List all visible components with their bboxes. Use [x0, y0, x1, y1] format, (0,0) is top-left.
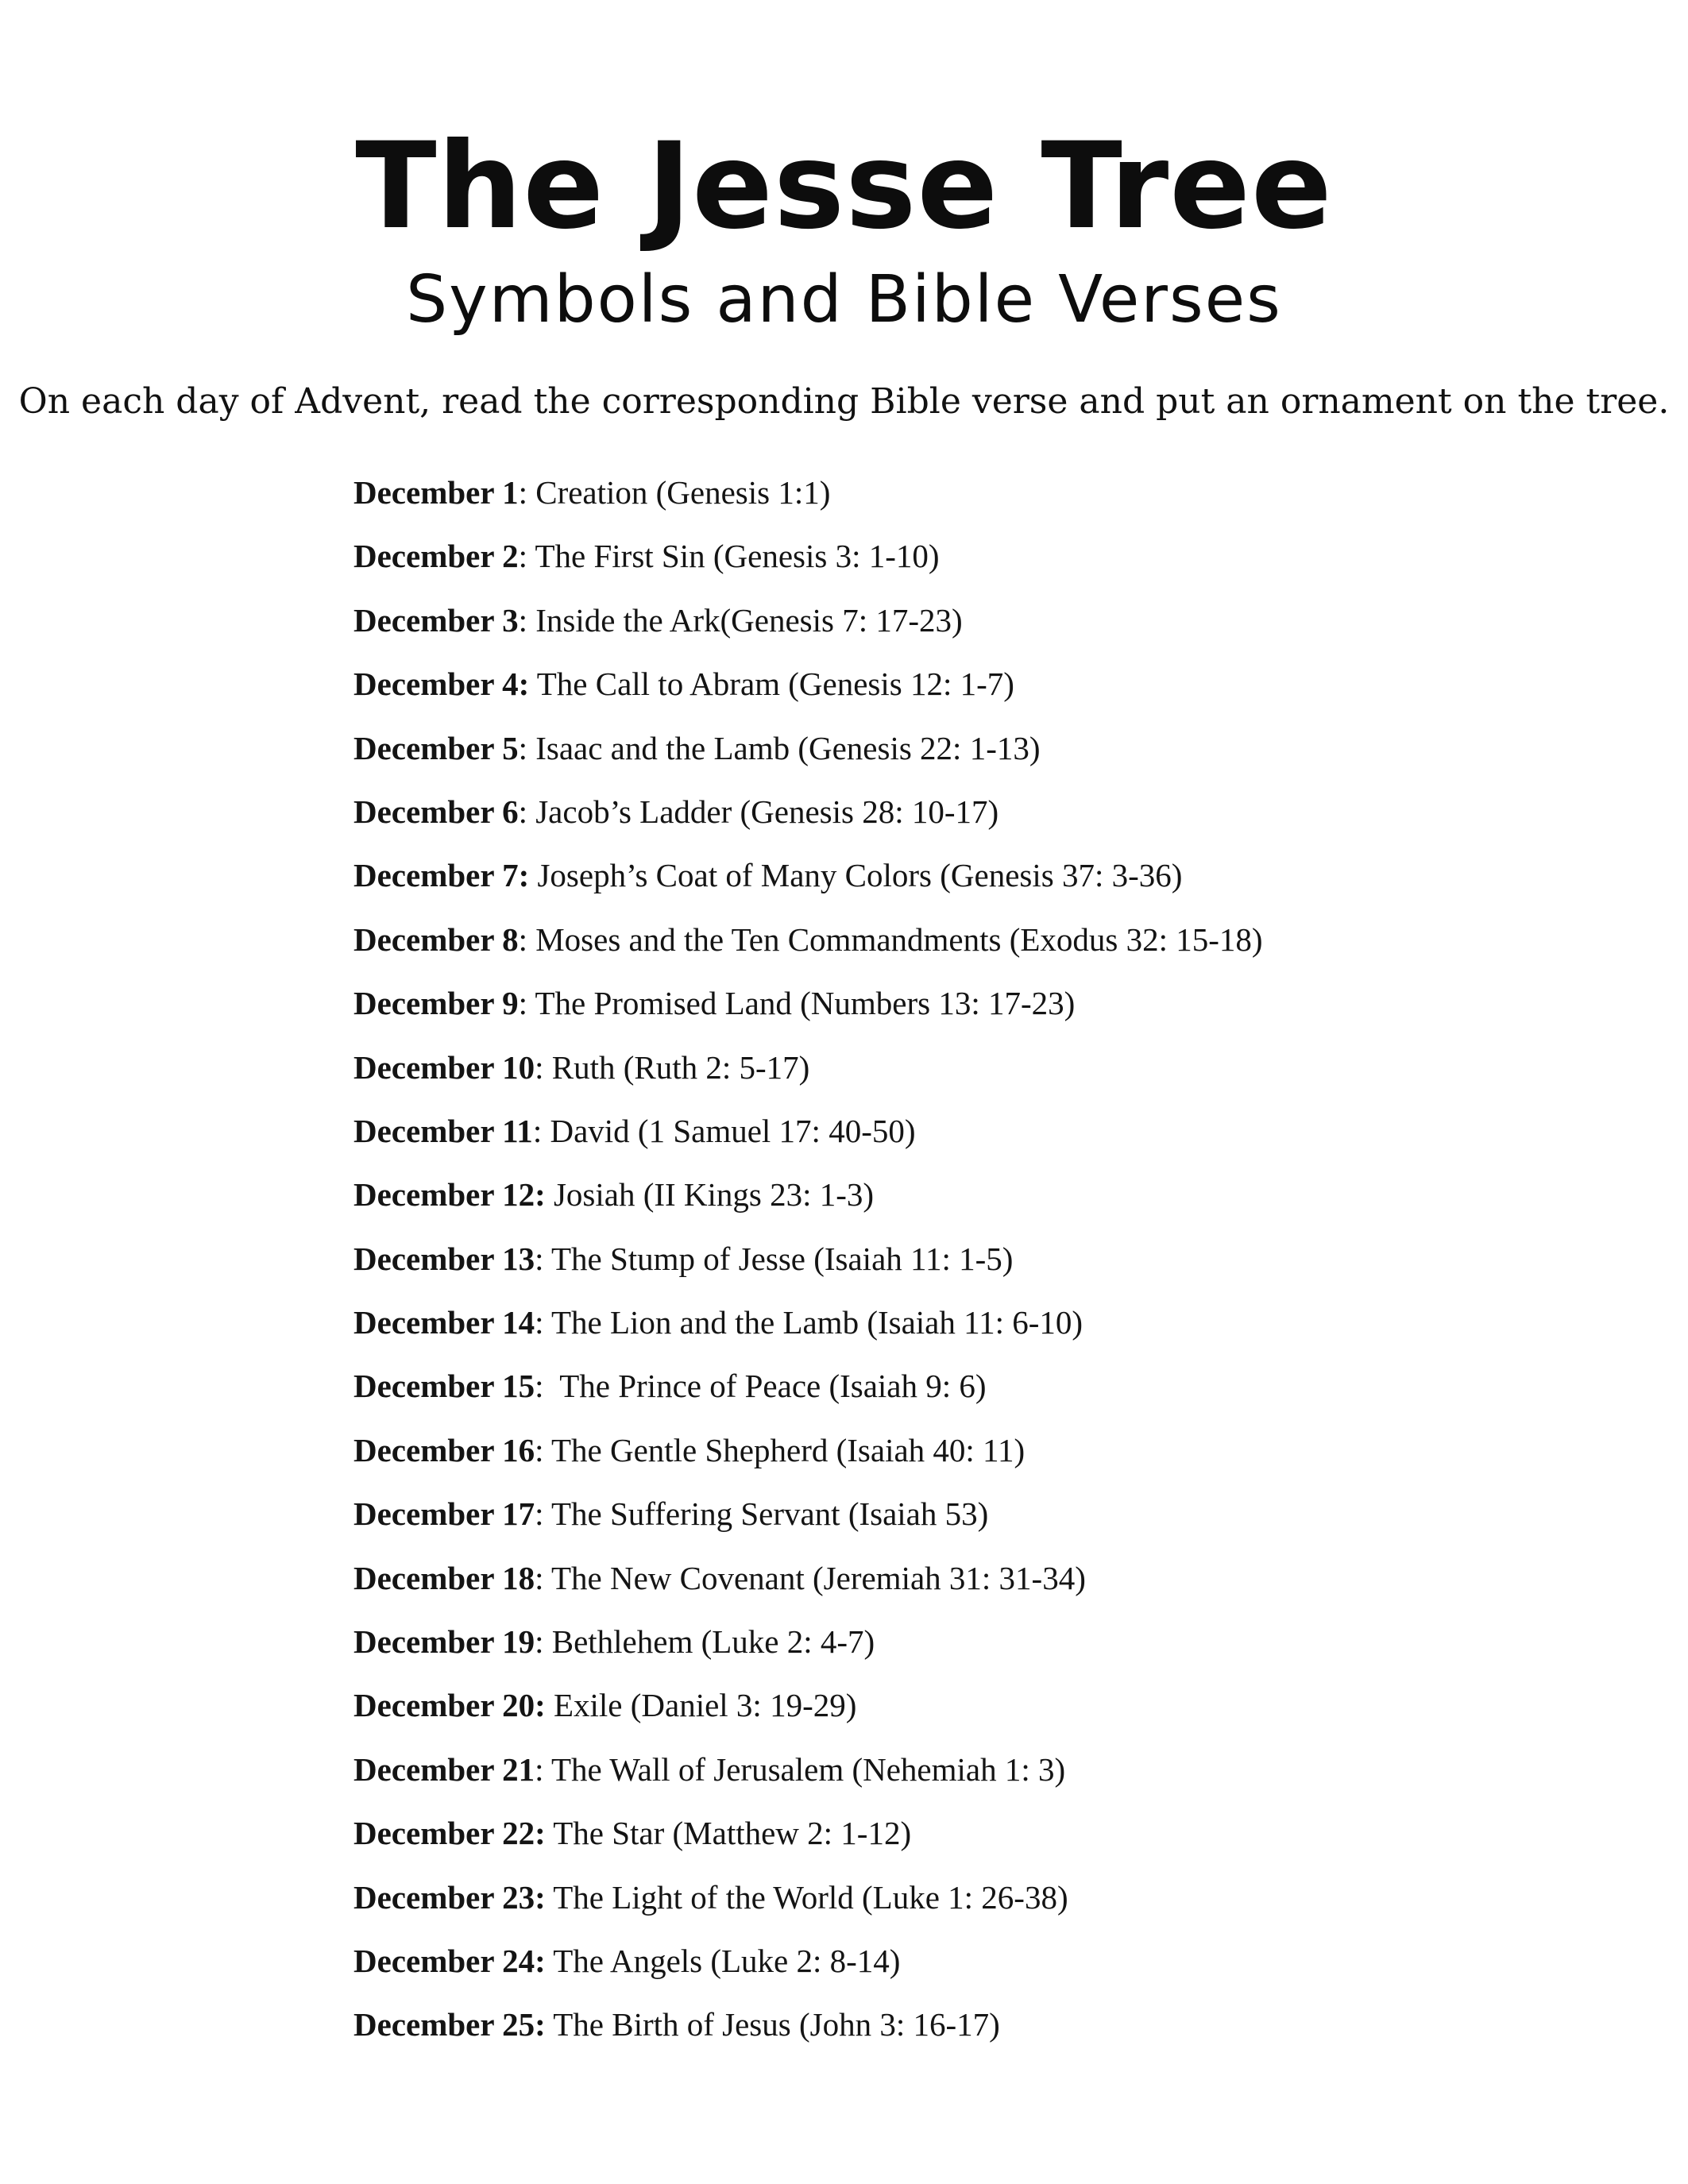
entry-description: The Light of the World (Luke 1: 26-38)	[545, 1878, 1068, 1916]
list-item	[353, 1171, 1624, 1234]
entry-date: December 21	[353, 1750, 535, 1788]
list-item	[353, 1426, 1624, 1490]
entry-description: Moses and the Ten Commandments (Exodus 32: 15-18)	[527, 920, 1263, 958]
entry-date: December 10	[353, 1048, 535, 1086]
entry-description: Ruth (Ruth 2: 5-17)	[543, 1048, 810, 1086]
entry-separator: :	[535, 1559, 544, 1596]
list-item	[353, 469, 1624, 532]
entry-separator: :	[535, 1304, 544, 1341]
entry-date: December 7:	[353, 857, 530, 894]
intro-text: On each day of Advent, read the corresponding Bible verse and put an ornament on the tree.	[18, 381, 1670, 422]
entry-description: The Prince of Peace (Isaiah 9: 6)	[543, 1368, 987, 1405]
list-item	[353, 1746, 1624, 1809]
entry-description: The Star (Matthew 2: 1-12)	[545, 1815, 912, 1852]
entry-description: The New Covenant (Jeremiah 31: 31-34)	[543, 1559, 1086, 1596]
list-item	[353, 1107, 1624, 1171]
advent-schedule-list	[353, 469, 1624, 2065]
entry-description: The Wall of Jerusalem (Nehemiah 1: 3)	[543, 1750, 1066, 1788]
entry-separator: :	[535, 1240, 544, 1277]
entry-description: Exile (Daniel 3: 19-29)	[545, 1687, 857, 1724]
entry-date: December 5	[353, 729, 519, 766]
entry-separator: :	[518, 474, 527, 511]
entry-date: December 20:	[353, 1687, 546, 1724]
entry-description: The Lion and the Lamb (Isaiah 11: 6-10)	[543, 1304, 1083, 1341]
entry-separator: :	[535, 1623, 544, 1661]
entry-date: December 18	[353, 1559, 535, 1596]
entry-date: December 9	[353, 985, 519, 1022]
entry-description: David (1 Samuel 17: 40-50)	[542, 1112, 916, 1149]
entry-description: The Promised Land (Numbers 13: 17-23)	[527, 985, 1076, 1022]
list-item	[353, 1809, 1624, 1873]
entry-description: The First Sin (Genesis 3: 1-10)	[527, 538, 940, 575]
entry-date: December 16	[353, 1431, 535, 1468]
list-item	[353, 1681, 1624, 1745]
entry-description: Creation (Genesis 1:1)	[527, 474, 831, 511]
entry-date: December 12:	[353, 1176, 546, 1214]
entry-description: The Stump of Jesse (Isaiah 11: 1-5)	[543, 1240, 1014, 1277]
list-item	[353, 596, 1624, 660]
entry-description: Joseph’s Coat of Many Colors (Genesis 37: 3-36)	[529, 857, 1183, 894]
entry-description: The Suffering Servant (Isaiah 53)	[543, 1495, 989, 1533]
entry-date: December 24:	[353, 1942, 546, 1979]
entry-separator: :	[518, 793, 527, 830]
entry-description: Josiah (II Kings 23: 1-3)	[545, 1176, 875, 1214]
list-item	[353, 851, 1624, 915]
entry-separator: :	[535, 1750, 544, 1788]
entry-separator: :	[518, 601, 527, 639]
entry-date: December 22:	[353, 1815, 546, 1852]
entry-date: December 3	[353, 601, 519, 639]
entry-date: December 23:	[353, 1878, 546, 1916]
entry-date: December 4:	[353, 666, 530, 703]
list-item	[353, 1873, 1624, 1937]
entry-date: December 14	[353, 1304, 535, 1341]
entry-description: The Gentle Shepherd (Isaiah 40: 11)	[543, 1431, 1026, 1468]
list-item	[353, 1298, 1624, 1362]
list-item	[353, 2001, 1624, 2064]
list-item	[353, 979, 1624, 1043]
entry-date: December 19	[353, 1623, 535, 1661]
entry-separator: :	[535, 1048, 544, 1086]
entry-description: The Birth of Jesus (John 3: 16-17)	[545, 2006, 1000, 2043]
list-item	[353, 724, 1624, 788]
entry-separator: :	[518, 729, 527, 766]
list-item	[353, 660, 1624, 723]
entry-date: December 17	[353, 1495, 535, 1533]
list-item	[353, 1554, 1624, 1618]
entry-separator: :	[518, 538, 527, 575]
entry-date: December 11	[353, 1112, 533, 1149]
entry-description: Inside the Ark(Genesis 7: 17-23)	[527, 601, 963, 639]
list-item	[353, 1362, 1624, 1426]
page-title: The Jesse Tree	[355, 118, 1333, 256]
list-item	[353, 1044, 1624, 1107]
list-item	[353, 1235, 1624, 1298]
entry-date: December 6	[353, 793, 519, 830]
entry-description: The Angels (Luke 2: 8-14)	[545, 1942, 901, 1979]
entry-description: The Call to Abram (Genesis 12: 1-7)	[529, 666, 1014, 703]
entry-date: December 15	[353, 1368, 535, 1405]
entry-description: Bethlehem (Luke 2: 4-7)	[543, 1623, 875, 1661]
list-item	[353, 1618, 1624, 1681]
list-item	[353, 788, 1624, 851]
entry-date: December 8	[353, 920, 519, 958]
entry-separator: :	[535, 1368, 544, 1405]
entry-separator: :	[532, 1112, 543, 1149]
list-item	[353, 916, 1624, 979]
entry-date: December 1	[353, 474, 519, 511]
entry-description: Jacob’s Ladder (Genesis 28: 10-17)	[527, 793, 999, 830]
entry-separator: :	[518, 985, 527, 1022]
entry-separator: :	[518, 920, 527, 958]
entry-date: December 25:	[353, 2006, 546, 2043]
entry-separator: :	[535, 1495, 544, 1533]
list-item	[353, 532, 1624, 596]
list-item	[353, 1490, 1624, 1553]
entry-date: December 2	[353, 538, 519, 575]
entry-separator: :	[535, 1431, 544, 1468]
entry-date: December 13	[353, 1240, 535, 1277]
entry-description: Isaac and the Lamb (Genesis 22: 1-13)	[527, 729, 1041, 766]
page-subtitle: Symbols and Bible Verses	[406, 262, 1282, 338]
list-item	[353, 1937, 1624, 2001]
